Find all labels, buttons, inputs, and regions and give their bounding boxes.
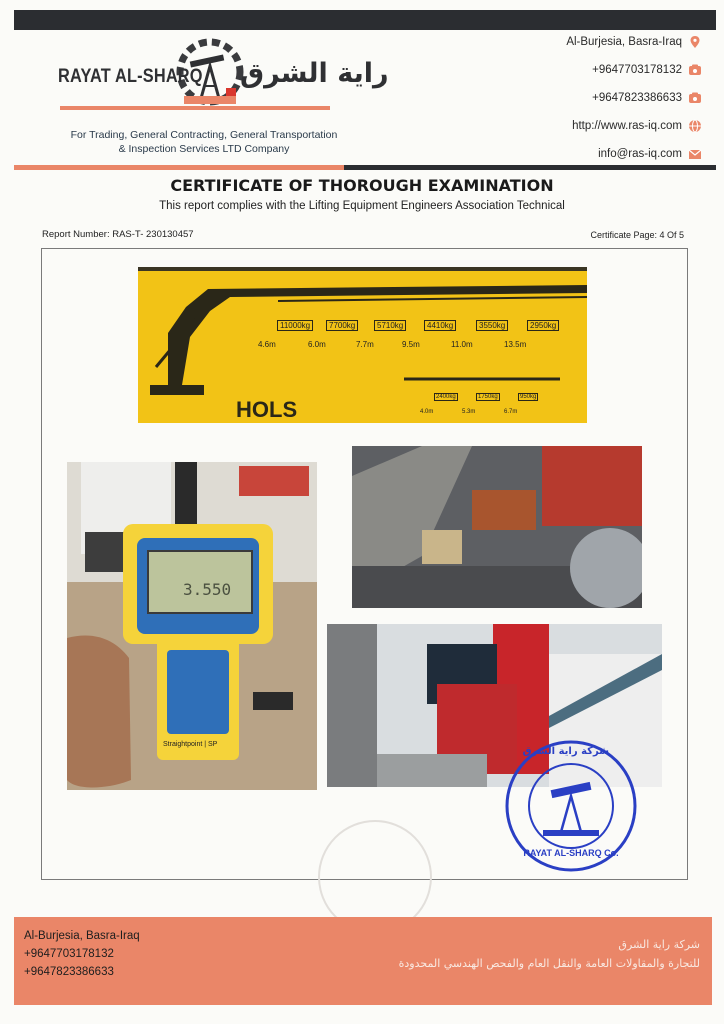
company-logo xyxy=(40,36,389,122)
top-bar xyxy=(14,10,716,30)
load-label: 3550kg xyxy=(476,320,508,331)
footer-bar xyxy=(14,917,712,1005)
contact-address: Al-Burjesia, Basra-Iraq xyxy=(482,32,702,52)
contact-phone-1[interactable]: +9647703178132 xyxy=(482,60,702,80)
logo-underline xyxy=(60,106,330,110)
footer-arabic-description: للتجارة والمقاولات العامة والنقل العام والفحص الهندسي المحدودة xyxy=(398,957,700,970)
contact-website[interactable]: http://www.ras-iq.com xyxy=(482,116,702,136)
header-divider xyxy=(14,165,716,170)
tagline-line-1: For Trading, General Contracting, General Transportation xyxy=(70,129,338,141)
distance-label: 5.3m xyxy=(462,409,476,415)
load-label: 950kg xyxy=(520,394,537,400)
distance-label: 4.0m xyxy=(420,409,434,415)
company-tagline xyxy=(54,128,354,156)
globe-icon xyxy=(688,119,702,133)
logo-text-arabic: راية الشرق xyxy=(240,58,389,89)
email-icon xyxy=(688,147,702,161)
certificate-subtitle: This report complies with the Lifting Equipment Engineers Association Technical xyxy=(159,200,565,212)
distance-label: 6.7m xyxy=(504,409,518,415)
distance-label: 13.5m xyxy=(504,340,527,349)
load-meter-brand: Straightpoint | SP xyxy=(163,741,218,748)
footer-arabic-company: شركة راية الشرق xyxy=(618,938,700,951)
footer-arabic xyxy=(399,935,700,973)
load-label: 2400kg xyxy=(436,394,456,400)
phone-icon xyxy=(688,91,702,105)
distance-label: 6.0m xyxy=(308,340,326,349)
load-label: 5710kg xyxy=(374,320,406,331)
load-label: 4410kg xyxy=(424,320,456,331)
load-label: 11000kg xyxy=(277,320,313,331)
logo-text-english: RAYAT AL-SHARQ xyxy=(58,66,203,87)
stamp-text-arabic: شركة راية الشرق xyxy=(522,746,609,757)
phone-icon xyxy=(688,63,702,77)
tagline-line-2: & Inspection Services LTD Company xyxy=(118,143,290,155)
load-label: 2950kg xyxy=(527,320,559,331)
company-stamp xyxy=(503,738,639,874)
contact-phone-2[interactable]: +9647823386633 xyxy=(482,88,702,108)
load-label: 1750kg xyxy=(478,394,498,400)
footer-phone-1[interactable]: +9647703178132 xyxy=(24,948,114,960)
load-cell-meter-photo xyxy=(67,462,317,790)
report-number: Report Number: RAS-T- 230130457 xyxy=(42,229,194,240)
footer-address: Al-Burjesia, Basra-Iraq xyxy=(24,930,140,942)
load-meter-reading: 3.550 xyxy=(183,580,232,599)
load-label: 7700kg xyxy=(326,320,358,331)
certificate-page-number: Certificate Page: 4 Of 5 xyxy=(590,230,684,240)
plate-brand-text: HOLS xyxy=(236,397,298,422)
hydraulic-control-valve-photo xyxy=(352,446,642,608)
footer-contact xyxy=(24,927,140,981)
distance-label: 11.0m xyxy=(451,340,473,349)
certificate-title: CERTIFICATE OF THOROUGH EXAMINATION xyxy=(170,176,554,195)
stamp-text-english: RAYAT AL-SHARQ Co. xyxy=(523,848,619,858)
load-chart-plate-photo xyxy=(138,267,587,423)
contact-email[interactable]: info@ras-iq.com xyxy=(482,144,702,164)
location-pin-icon xyxy=(688,35,702,49)
distance-label: 9.5m xyxy=(402,340,420,349)
distance-label: 4.6m xyxy=(258,340,276,349)
footer-phone-2[interactable]: +9647823386633 xyxy=(24,966,114,978)
load-meter-device xyxy=(123,524,273,760)
distance-label: 7.7m xyxy=(356,340,374,349)
